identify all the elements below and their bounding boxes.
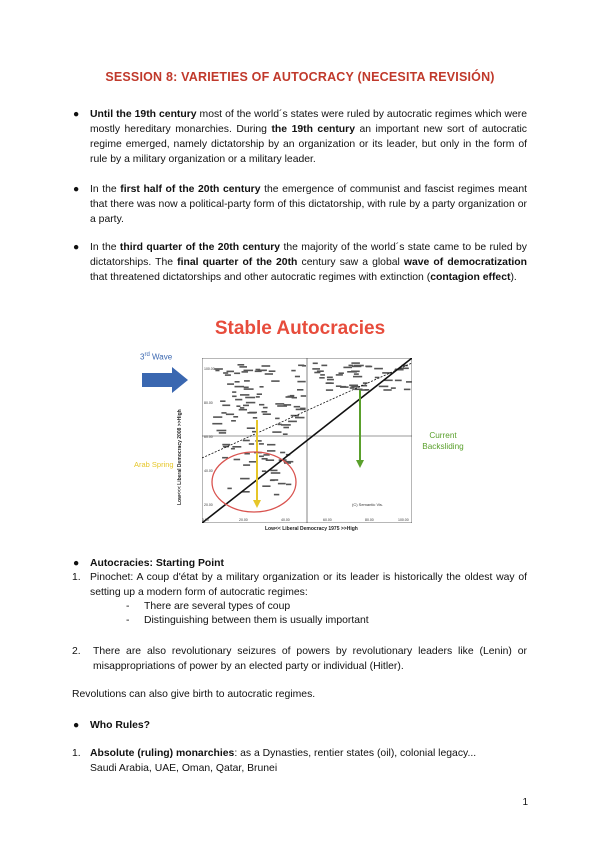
scatter-point-glyph (267, 450, 275, 452)
sub-item-1 (126, 599, 291, 614)
bullet-first-half-20th (73, 182, 527, 227)
scatter-point-glyph (391, 387, 396, 389)
scatter-point-glyph (259, 456, 264, 458)
scatter-point-glyph (271, 472, 281, 474)
scatter-point-glyph (326, 382, 334, 384)
scatter-point-glyph (227, 383, 234, 385)
scatter-point-glyph (340, 386, 349, 388)
scatter-point-glyph (281, 424, 291, 426)
stable-autocracies-figure (134, 308, 464, 536)
x-tick-label: 100.00 (398, 518, 409, 522)
y-tick-label: 100.00 (204, 367, 215, 371)
x-axis-label: Low<< Liberal Democracy 1975 >>High (265, 526, 358, 532)
item-text: : as a Dynasties, rentier states (oil), colonial legacy... (234, 748, 477, 759)
scatter-point-glyph (244, 388, 254, 390)
scatter-point-glyph (383, 389, 391, 391)
scatter-point-glyph (260, 386, 264, 388)
y-tick-label: 80.00 (204, 401, 213, 405)
scatter-point-glyph (294, 406, 300, 408)
scatter-point-glyph (243, 440, 250, 442)
text: the majority of the world´s state came to be ruled by dictatorships. The (90, 242, 527, 268)
scatter-point-glyph (231, 448, 235, 450)
scatter-point-glyph (269, 370, 276, 372)
scatter-point-glyph (366, 366, 372, 368)
scatter-point-glyph (262, 470, 266, 472)
scatter-point-glyph (354, 373, 359, 375)
scatter-point-glyph (312, 368, 320, 370)
dash: - (126, 601, 130, 612)
scatter-point-glyph (234, 459, 241, 461)
scatter-point-glyph (271, 380, 279, 382)
bullet-dot: ● (73, 184, 80, 195)
scatter-point-glyph (265, 373, 273, 375)
scatter-point-glyph (349, 385, 358, 387)
scatter-point-glyph (296, 409, 306, 411)
scatter-point-glyph (220, 400, 225, 402)
scatter-point-glyph (295, 376, 300, 378)
scatter-point-glyph (319, 377, 324, 379)
scatter-point-glyph (219, 432, 226, 434)
y-tick-label: 60.00 (204, 435, 213, 439)
scatter-point-glyph (267, 444, 275, 446)
scatter-point-glyph (336, 374, 343, 376)
scatter-point-glyph (221, 412, 226, 414)
dash: - (126, 615, 130, 626)
x-tick-label: 0.00 (202, 518, 209, 522)
scatter-point-glyph (270, 480, 275, 482)
scatter-point-glyph (232, 446, 241, 448)
scatter-point-glyph (400, 368, 409, 370)
list-number: 1. (72, 748, 81, 759)
rule-item-1 (72, 746, 530, 776)
wave-suffix-sup: rd (144, 352, 150, 358)
scatter-point-glyph (253, 417, 257, 419)
text: most of the world´s states were ruled by autocratic regimes which were mostly hereditary monarchies. During (90, 109, 528, 135)
scatter-point-glyph (321, 365, 327, 367)
scatter-point-glyph (353, 376, 362, 378)
bullet-third-quarter-20th (73, 240, 528, 285)
scatter-plot (202, 358, 412, 523)
bold-text: the 19th century (271, 124, 355, 135)
bold-text: Absolute (ruling) monarchies (90, 748, 235, 759)
figure-title: Stable Autocracies (214, 318, 386, 339)
scatter-point-glyph (270, 470, 277, 472)
scatter-point-glyph (374, 368, 383, 370)
scatter-point-glyph (379, 386, 389, 388)
scatter-point-glyph (263, 413, 271, 415)
scatter-point-glyph (225, 374, 231, 376)
revolutions-paragraph: Revolutions can also give birth to autocratic regimes. (72, 689, 316, 700)
scatter-point-glyph (256, 369, 261, 371)
scatter-point-glyph (317, 370, 324, 372)
scatter-point-glyph (247, 412, 255, 414)
scatter-point-glyph (232, 391, 236, 393)
scatter-point-glyph (215, 368, 223, 370)
scatter-point-glyph (244, 370, 254, 372)
text: ). (510, 272, 517, 283)
scatter-point-glyph (339, 372, 344, 374)
scatter-point-glyph (395, 380, 402, 382)
scatter-point-glyph (235, 386, 245, 388)
scatter-point-glyph (288, 421, 297, 423)
list-number: 2. (72, 646, 81, 657)
scatter-point-glyph (233, 416, 238, 418)
scatter-point-glyph (240, 407, 244, 409)
heading-text: Autocracies: Starting Point (90, 558, 224, 569)
item-text: There are also revolutionary seizures of powers by revolutionary leaders like (Lenin) or misappropriations of power by an elected party or individual (Hitler). (93, 646, 527, 672)
text: an important new sort of autocratic regime emerged, namely dictatorship by an organization or its leader, but only in the form of rule by a military organization or a military leader. (90, 124, 527, 165)
scatter-point-glyph (263, 407, 268, 409)
arab-spring-label: Arab Spring (134, 460, 174, 469)
scatter-point-glyph (238, 364, 245, 366)
scatter-point-glyph (274, 494, 279, 496)
current-backsliding-label: Current Backsliding (422, 431, 464, 451)
scatter-point-glyph (266, 459, 274, 461)
scatter-point-glyph (275, 403, 284, 405)
scatter-point-glyph (404, 389, 411, 391)
scatter-point-glyph (363, 382, 368, 384)
sub-text: There are several types of coup (144, 601, 291, 612)
scatter-point-glyph (223, 372, 228, 374)
scatter-point-glyph (226, 414, 234, 416)
scatter-point-glyph (297, 381, 305, 383)
item-text-line2: Saudi Arabia, UAE, Oman, Qatar, Brunei (90, 763, 278, 774)
scatter-point-glyph (351, 362, 360, 364)
page-number: 1 (522, 797, 528, 808)
scatter-plot-svg (202, 358, 412, 523)
scatter-point-glyph (215, 370, 219, 372)
text: that threatened dictatorships and other autocratic regimes with extinction ( (90, 272, 431, 283)
y-tick-label: 40.00 (204, 469, 213, 473)
scatter-point-glyph (246, 402, 255, 404)
scatter-point-glyph (286, 484, 291, 486)
heading-text: Who Rules? (90, 720, 151, 731)
bullet-dot: ● (73, 720, 80, 731)
item-text: Pinochet: A coup d'état by a military organization or its leader is historically the oldest way of setting up a modern form of autocratic regimes: (90, 572, 527, 598)
scatter-point-glyph (301, 395, 306, 397)
bold-text: Until the 19th century (90, 109, 197, 120)
scatter-point-glyph (247, 427, 255, 429)
scatter-point-glyph (280, 452, 285, 454)
scatter-point-glyph (239, 366, 247, 368)
bullet-dot: ● (73, 242, 80, 253)
sub-item-2 (126, 613, 369, 628)
scatter-point-glyph (242, 371, 249, 373)
scatter-point-glyph (222, 444, 230, 446)
sub-text: Distinguishing between them is usually important (144, 615, 369, 626)
bullet-dot: ● (73, 109, 80, 120)
bold-text: first half of the 20th century (120, 184, 261, 195)
text: century saw a global (297, 257, 404, 268)
scatter-point-glyph (244, 387, 249, 389)
bullet-dot: ● (73, 558, 80, 569)
y-axis-text: Low<<< Liberal Democracy 2008 >>High (177, 409, 183, 505)
scatter-point-glyph (227, 488, 231, 490)
x-tick-label: 40.00 (281, 518, 290, 522)
scatter-point-glyph (257, 393, 262, 395)
scatter-point-glyph (231, 420, 236, 422)
autocracies-item-2 (72, 644, 527, 674)
bold-text: final quarter of the 20th (177, 257, 298, 268)
scatter-point-glyph (235, 381, 240, 383)
autocracies-heading (73, 556, 224, 571)
bold-text: wave of democratization (403, 257, 528, 268)
scatter-point-glyph (365, 389, 370, 391)
scatter-point-glyph (272, 431, 281, 433)
scatter-point-glyph (352, 366, 361, 368)
scatter-point-glyph (278, 483, 286, 485)
scatter-point-glyph (234, 373, 240, 375)
third-wave-label (140, 352, 172, 362)
wave-number: 3 (140, 352, 145, 362)
bold-text: contagion effect (430, 272, 511, 283)
scatter-point-glyph (291, 370, 295, 372)
list-number: 1. (72, 572, 81, 583)
scatter-point-glyph (320, 374, 325, 376)
scatter-point-glyph (349, 365, 354, 367)
bullet-19th-century (73, 107, 528, 167)
scatter-point-glyph (327, 377, 333, 379)
scatter-point-glyph (243, 464, 250, 466)
scatter-point-glyph (313, 363, 318, 365)
x-tick-label: 20.00 (239, 518, 248, 522)
scatter-point-glyph (326, 389, 333, 391)
scatter-point-glyph (286, 396, 293, 398)
scatter-point-glyph (213, 416, 222, 418)
scatter-point-glyph (259, 404, 264, 406)
scatter-point-glyph (259, 443, 264, 445)
scatter-point-glyph (284, 404, 292, 406)
scatter-point-glyph (302, 365, 306, 367)
scatter-point-glyph (227, 371, 235, 373)
scatter-point-glyph (262, 365, 271, 367)
scatter-point-glyph (278, 424, 282, 426)
scatter-point-glyph (297, 389, 303, 391)
scatter-point-glyph (283, 427, 289, 429)
scatter-point-glyph (262, 411, 268, 413)
text: In the (90, 184, 121, 195)
scatter-point-glyph (217, 430, 227, 432)
x-tick-label: 60.00 (323, 518, 332, 522)
scatter-point-glyph (262, 485, 270, 487)
scatter-point-glyph (222, 405, 230, 407)
text: the emergence of communist and fascist regimes meant that there was now a political-party form of this dictatorship, with rule by a party organization or a party. (90, 184, 527, 225)
scatter-point-glyph (239, 409, 247, 411)
scatter-point-glyph (236, 405, 240, 407)
scatter-point-glyph (406, 381, 412, 383)
autocracies-item-1 (72, 570, 527, 600)
scatter-point-glyph (343, 367, 352, 369)
y-axis-label (170, 388, 182, 508)
scatter-point-glyph (283, 433, 288, 435)
wave-word: Wave (149, 352, 173, 362)
scatter-point-glyph (240, 394, 249, 396)
x-tick-label: 80.00 (365, 518, 374, 522)
scatter-point-glyph (245, 397, 255, 399)
scatter-point-glyph (235, 399, 242, 401)
scatter-point-glyph (295, 417, 305, 419)
scatter-point-glyph (240, 478, 250, 480)
y-tick-label: 20.00 (204, 503, 213, 507)
scatter-point-glyph (327, 379, 334, 381)
text: In the (90, 242, 120, 253)
scatter-point-glyph (249, 443, 254, 445)
scatter-point-glyph (262, 458, 268, 460)
scatter-point-glyph (347, 371, 357, 373)
figure-credit: (C) Semantic Vis. (352, 502, 384, 507)
scatter-point-glyph (275, 418, 280, 420)
scatter-point-glyph (256, 396, 260, 398)
scatter-point-glyph (212, 423, 222, 425)
bold-text: third quarter of the 20th century (119, 242, 281, 253)
scatter-point-glyph (232, 396, 237, 398)
scatter-point-glyph (243, 405, 249, 407)
scatter-point-glyph (244, 380, 250, 382)
page-title: SESSION 8: VARIETIES OF AUTOCRACY (NECESITA REVISIÓN) (105, 70, 495, 84)
who-rules-heading (73, 718, 151, 733)
